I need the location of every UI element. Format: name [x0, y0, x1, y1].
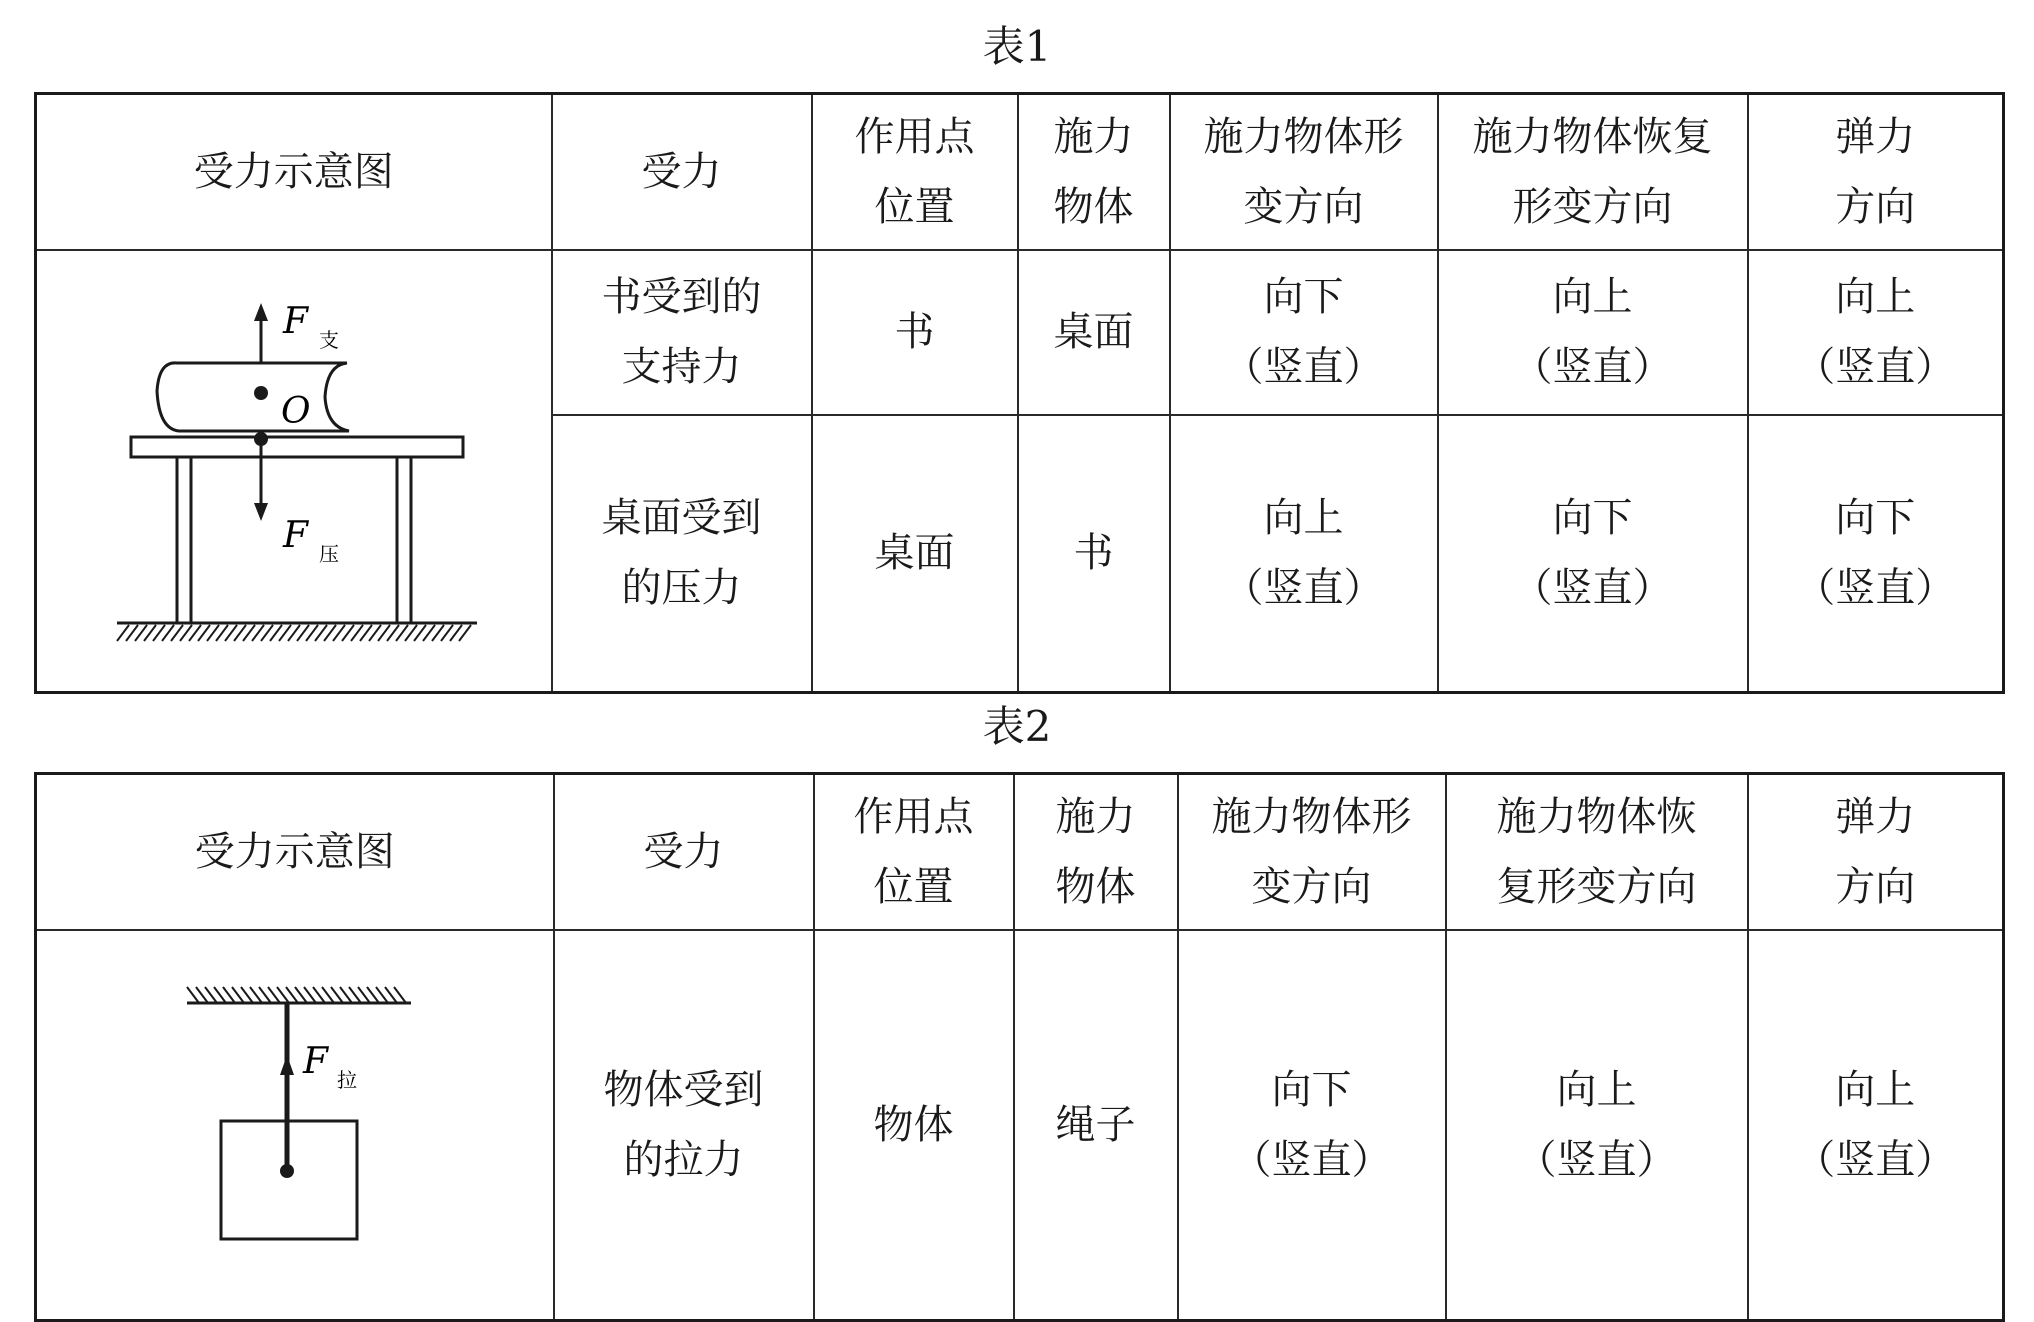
t2-r1-source: 绳子 [1014, 930, 1178, 1321]
table2-caption: 表2 [982, 702, 1052, 751]
t2-header-force: 受力 [554, 774, 814, 930]
t1-r1-deform: 向下 （竖直） [1170, 250, 1438, 415]
table1-caption: 表1 [982, 22, 1052, 71]
force-down-sub: 压 [319, 541, 339, 566]
t1-header-deform: 施力物体形 变方向 [1170, 94, 1438, 250]
t1-header-force: 受力 [552, 94, 812, 250]
t2-header-source: 施力 物体 [1014, 774, 1178, 930]
t2-header-point: 作用点 位置 [814, 774, 1014, 930]
book-on-table-diagram [37, 251, 553, 669]
force-up-sub: 支 [319, 327, 339, 352]
t1-r2-direction: 向下 （竖直） [1748, 415, 2004, 692]
point-label: O [281, 390, 311, 432]
t1-header-source: 施力 物体 [1018, 94, 1170, 250]
t2-header-direction: 弹力 方向 [1748, 774, 2004, 930]
hanging-block-diagram [37, 931, 555, 1297]
table2-header-row [36, 774, 2004, 930]
force-sub: 拉 [337, 1067, 357, 1092]
t2-diagram-cell [36, 930, 554, 1321]
t1-r1-source: 桌面 [1018, 250, 1170, 415]
t2-r1-point: 物体 [814, 930, 1014, 1321]
t1-r1-direction: 向上 （竖直） [1748, 250, 2004, 415]
t1-r2-point: 桌面 [812, 415, 1018, 692]
t2-r1-recover: 向上 （竖直） [1446, 930, 1748, 1321]
t1-r2-deform: 向上 （竖直） [1170, 415, 1438, 692]
table1-header-row [36, 94, 2004, 250]
table-row [36, 250, 2004, 415]
t1-r2-force: 桌面受到 的压力 [552, 415, 812, 692]
t2-header-diagram: 受力示意图 [36, 774, 554, 930]
t2-r1-deform: 向下 （竖直） [1178, 930, 1446, 1321]
t2-header-recover: 施力物体恢 复形变方向 [1446, 774, 1748, 930]
force-up-label: F [283, 300, 308, 342]
t2-header-deform: 施力物体形 变方向 [1178, 774, 1446, 930]
t2-r1-force: 物体受到 的拉力 [554, 930, 814, 1321]
t1-r1-force: 书受到的 支持力 [552, 250, 812, 415]
t1-header-point: 作用点 位置 [812, 94, 1018, 250]
t1-header-direction: 弹力 方向 [1748, 94, 2004, 250]
force-down-label: F [283, 514, 308, 556]
t2-r1-direction: 向上 （竖直） [1748, 930, 2004, 1321]
t1-r1-point: 书 [812, 250, 1018, 415]
table2 [34, 772, 2005, 1322]
t1-header-recover: 施力物体恢复 形变方向 [1438, 94, 1748, 250]
table-row [36, 930, 2004, 1321]
force-label: F [303, 1040, 328, 1082]
table1 [34, 92, 2005, 694]
t1-r2-source: 书 [1018, 415, 1170, 692]
t1-diagram-cell [36, 250, 552, 693]
t1-r1-recover: 向上 （竖直） [1438, 250, 1748, 415]
t1-header-diagram: 受力示意图 [36, 94, 552, 250]
t1-r2-recover: 向下 （竖直） [1438, 415, 1748, 692]
